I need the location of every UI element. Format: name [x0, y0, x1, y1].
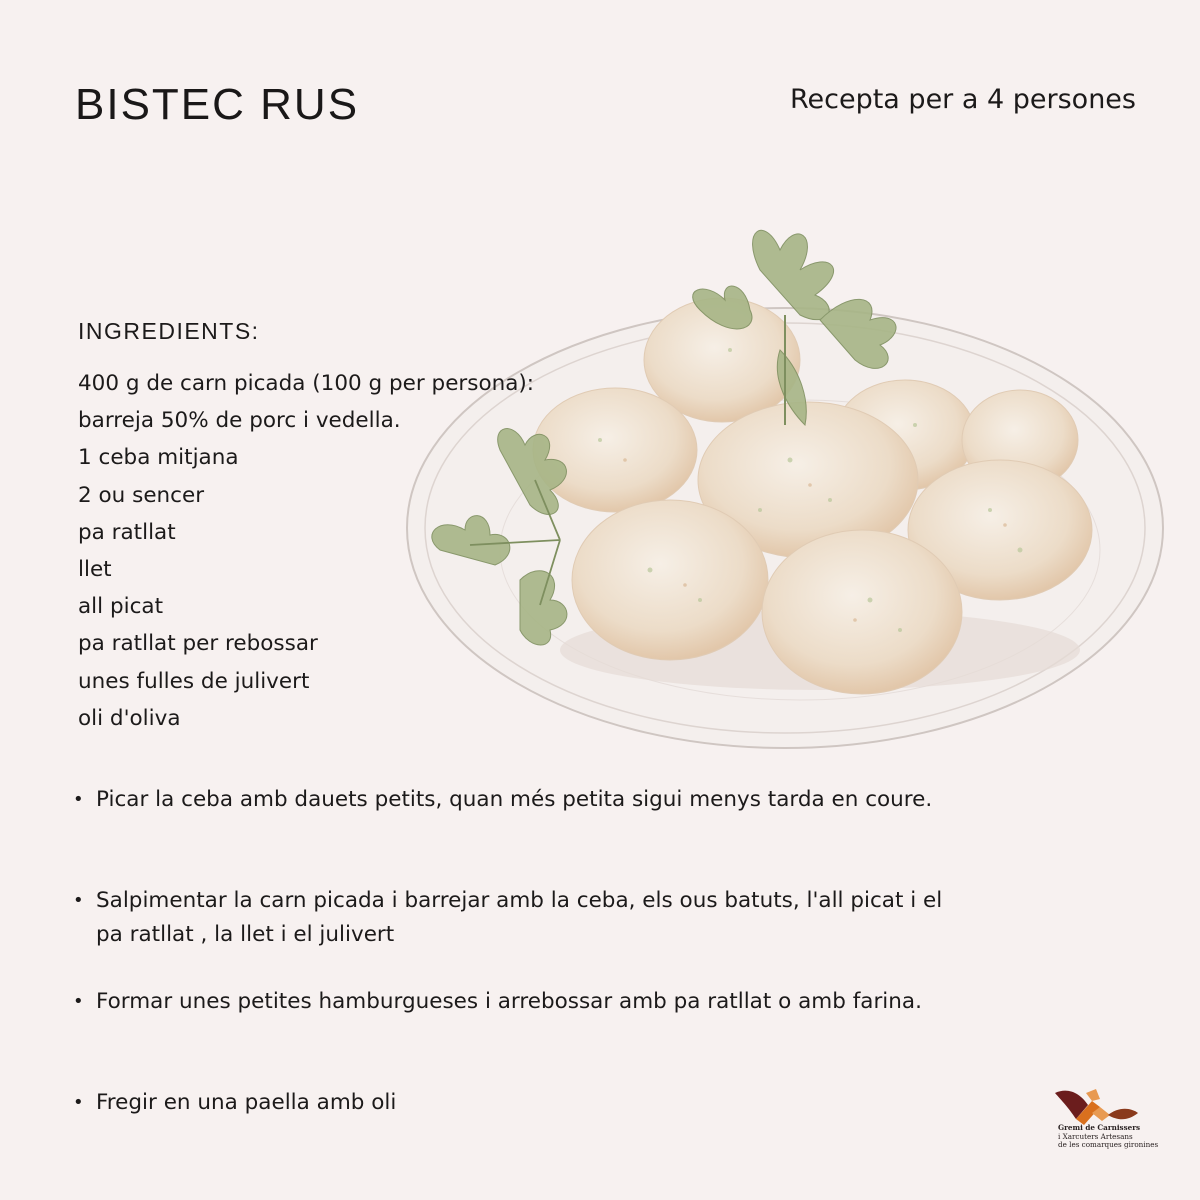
ingredient-item: oli d'oliva	[78, 705, 181, 731]
step-text: Picar la ceba amb dauets petits, quan més petita sigui menys tarda en coure.	[96, 787, 933, 812]
ingredients-heading: INGREDIENTS:	[78, 318, 260, 344]
ingredient-item: 2 ou sencer	[78, 482, 205, 508]
step-text: Salpimentar la carn picada i barrejar amb la ceba, els ous batuts, l'all picat i el pa ratllat , la llet i el julivert	[96, 888, 943, 947]
step-item	[70, 985, 950, 1053]
servings-label: Recepta per a 4 persones	[789, 84, 1136, 115]
ingredient-item: unes fulles de julivert	[78, 668, 310, 694]
logo-line-1: Gremi de Carnissers	[1058, 1123, 1141, 1132]
step-text: Formar unes petites hamburgueses i arrebossar amb pa ratllat o amb farina.	[96, 989, 922, 1014]
bullet-icon: •	[73, 991, 84, 1012]
bullet-icon: •	[73, 1092, 84, 1113]
step-text: Fregir en una paella amb oli	[96, 1090, 397, 1115]
steps-list	[70, 783, 950, 1187]
bullet-icon: •	[73, 789, 84, 810]
logo-caption	[1058, 1124, 1158, 1150]
logo-line-2: i Xarcuters Artesans	[1058, 1131, 1133, 1141]
step-item	[70, 783, 950, 851]
ingredients-list	[78, 365, 534, 737]
ingredient-item: pa ratllat	[78, 519, 176, 545]
recipe-title: BISTEC RUS	[75, 80, 360, 129]
step-item	[70, 884, 950, 952]
ingredient-item: barreja 50% de porc i vedella.	[78, 408, 401, 434]
ingredient-item: 1 ceba mitjana	[78, 445, 239, 471]
step-item	[70, 1086, 950, 1154]
ingredient-item: pa ratllat per rebossar	[78, 631, 318, 657]
ingredient-item: 400 g de carn picada (100 g per persona):	[78, 371, 535, 396]
ingredients-section	[78, 318, 534, 737]
logo-line-3: de les comarques gironines	[1058, 1140, 1159, 1149]
ingredient-item: all picat	[78, 594, 164, 620]
bullet-icon: •	[73, 890, 84, 911]
ingredient-item: llet	[78, 557, 112, 583]
